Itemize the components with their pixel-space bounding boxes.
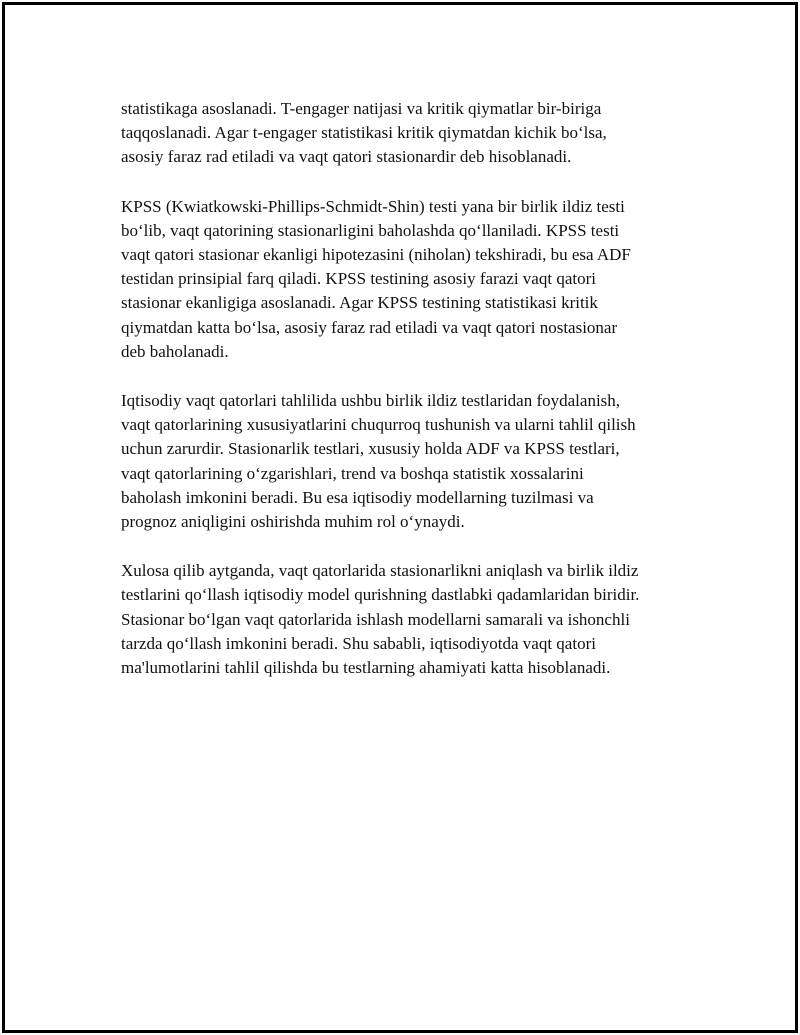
text-line: deb baholanadi.: [121, 341, 229, 361]
text-line: ma'lumotlarini tahlil qilishda bu testlarning ahamiyati katta hisoblanadi.: [121, 658, 611, 678]
text-line: Stasionar bo‘lgan vaqt qatorlarida ishlash modellarni samarali va ishonchli: [121, 609, 630, 629]
paragraph-kpss-test: [121, 195, 691, 364]
text-line: uchun zarurdir. Stasionarlik testlari, xususiy holda ADF va KPSS testlari,: [121, 439, 620, 459]
document-body: [121, 97, 691, 705]
text-line: testlarini qo‘llash iqtisodiy model qurishning dastlabki qadamlaridan biridir.: [121, 585, 640, 605]
text-line: Iqtisodiy vaqt qatorlari tahlilida ushbu birlik ildiz testlaridan foydalanish,: [121, 391, 621, 411]
text-line: asosiy faraz rad etiladi va vaqt qatori stasionardir deb hisoblanadi.: [121, 147, 572, 167]
paragraph-conclusion: [121, 559, 691, 680]
text-line: prognoz aniqligini oshirishda muhim rol o‘ynaydi.: [121, 512, 465, 532]
text-line: stasionar ekanligiga asoslanadi. Agar KPSS testining statistikasi kritik: [121, 293, 598, 313]
text-line: vaqt qatorlarining o‘zgarishlari, trend va boshqa statistik xossalarini: [121, 463, 584, 483]
text-line: Xulosa qilib aytganda, vaqt qatorlarida stasionarlikni aniqlash va birlik ildiz: [121, 561, 639, 581]
text-line: taqqoslanadi. Agar t-engager statistikasi kritik qiymatdan kichik bo‘lsa,: [121, 123, 607, 143]
text-line: vaqt qatorlarining xususiyatlarini chuqurroq tushunish va ularni tahlil qilish: [121, 415, 636, 435]
paragraph-adf-conclusion: [121, 97, 691, 170]
text-line: qiymatdan katta bo‘lsa, asosiy faraz rad etiladi va vaqt qatori nostasionar: [121, 317, 618, 337]
text-line: vaqt qatori stasionar ekanligi hipotezasini (niholan) tekshiradi, bu esa ADF: [121, 245, 631, 265]
text-line: tarzda qo‘llash imkonini beradi. Shu sababli, iqtisodiyotda vaqt qatori: [121, 633, 596, 653]
text-line: bo‘lib, vaqt qatorining stasionarligini baholashda qo‘llaniladi. KPSS testi: [121, 220, 620, 240]
text-line: KPSS (Kwiatkowski-Phillips-Schmidt-Shin) testi yana bir birlik ildiz testi: [121, 196, 625, 216]
text-line: statistikaga asoslanadi. T-engager natijasi va kritik qiymatlar bir-biriga: [121, 99, 602, 118]
document-page: [2, 2, 798, 1033]
text-line: baholash imkonini beradi. Bu esa iqtisodiy modellarning tuzilmasi va: [121, 487, 594, 507]
text-line: testidan prinsipial farq qiladi. KPSS testining asosiy farazi vaqt qatori: [121, 269, 596, 289]
paragraph-economic-analysis: [121, 389, 691, 534]
